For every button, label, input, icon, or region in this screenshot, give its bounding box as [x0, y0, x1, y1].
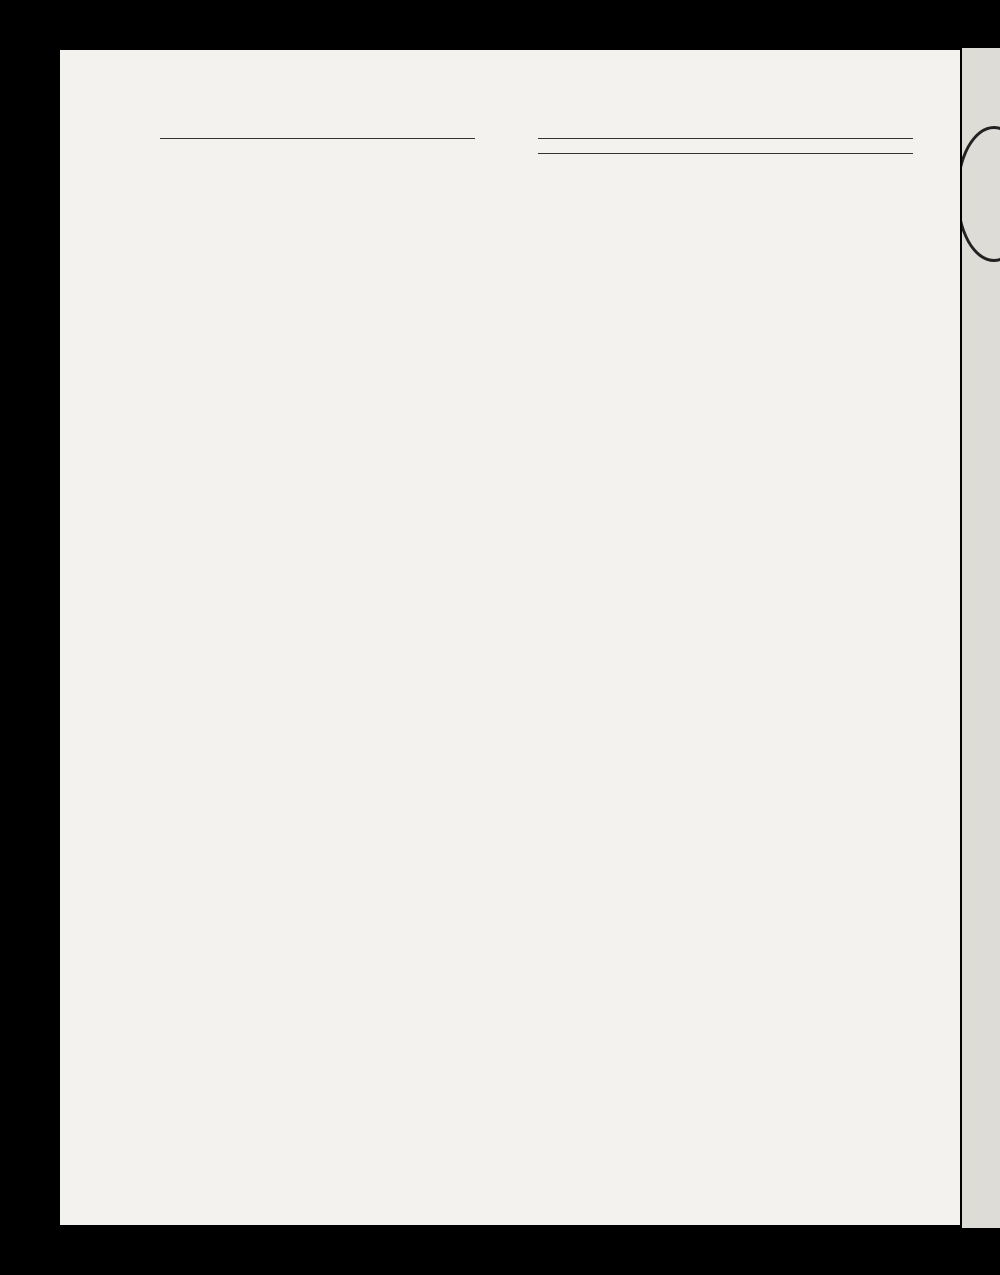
adjacent-page-edge	[962, 48, 1000, 1228]
newspaper-page	[60, 50, 960, 1225]
left-column	[120, 132, 515, 147]
divider	[160, 138, 475, 139]
divider	[538, 138, 913, 139]
seal-stamp-icon	[962, 126, 1000, 262]
right-column	[538, 132, 913, 162]
divider	[538, 153, 913, 154]
